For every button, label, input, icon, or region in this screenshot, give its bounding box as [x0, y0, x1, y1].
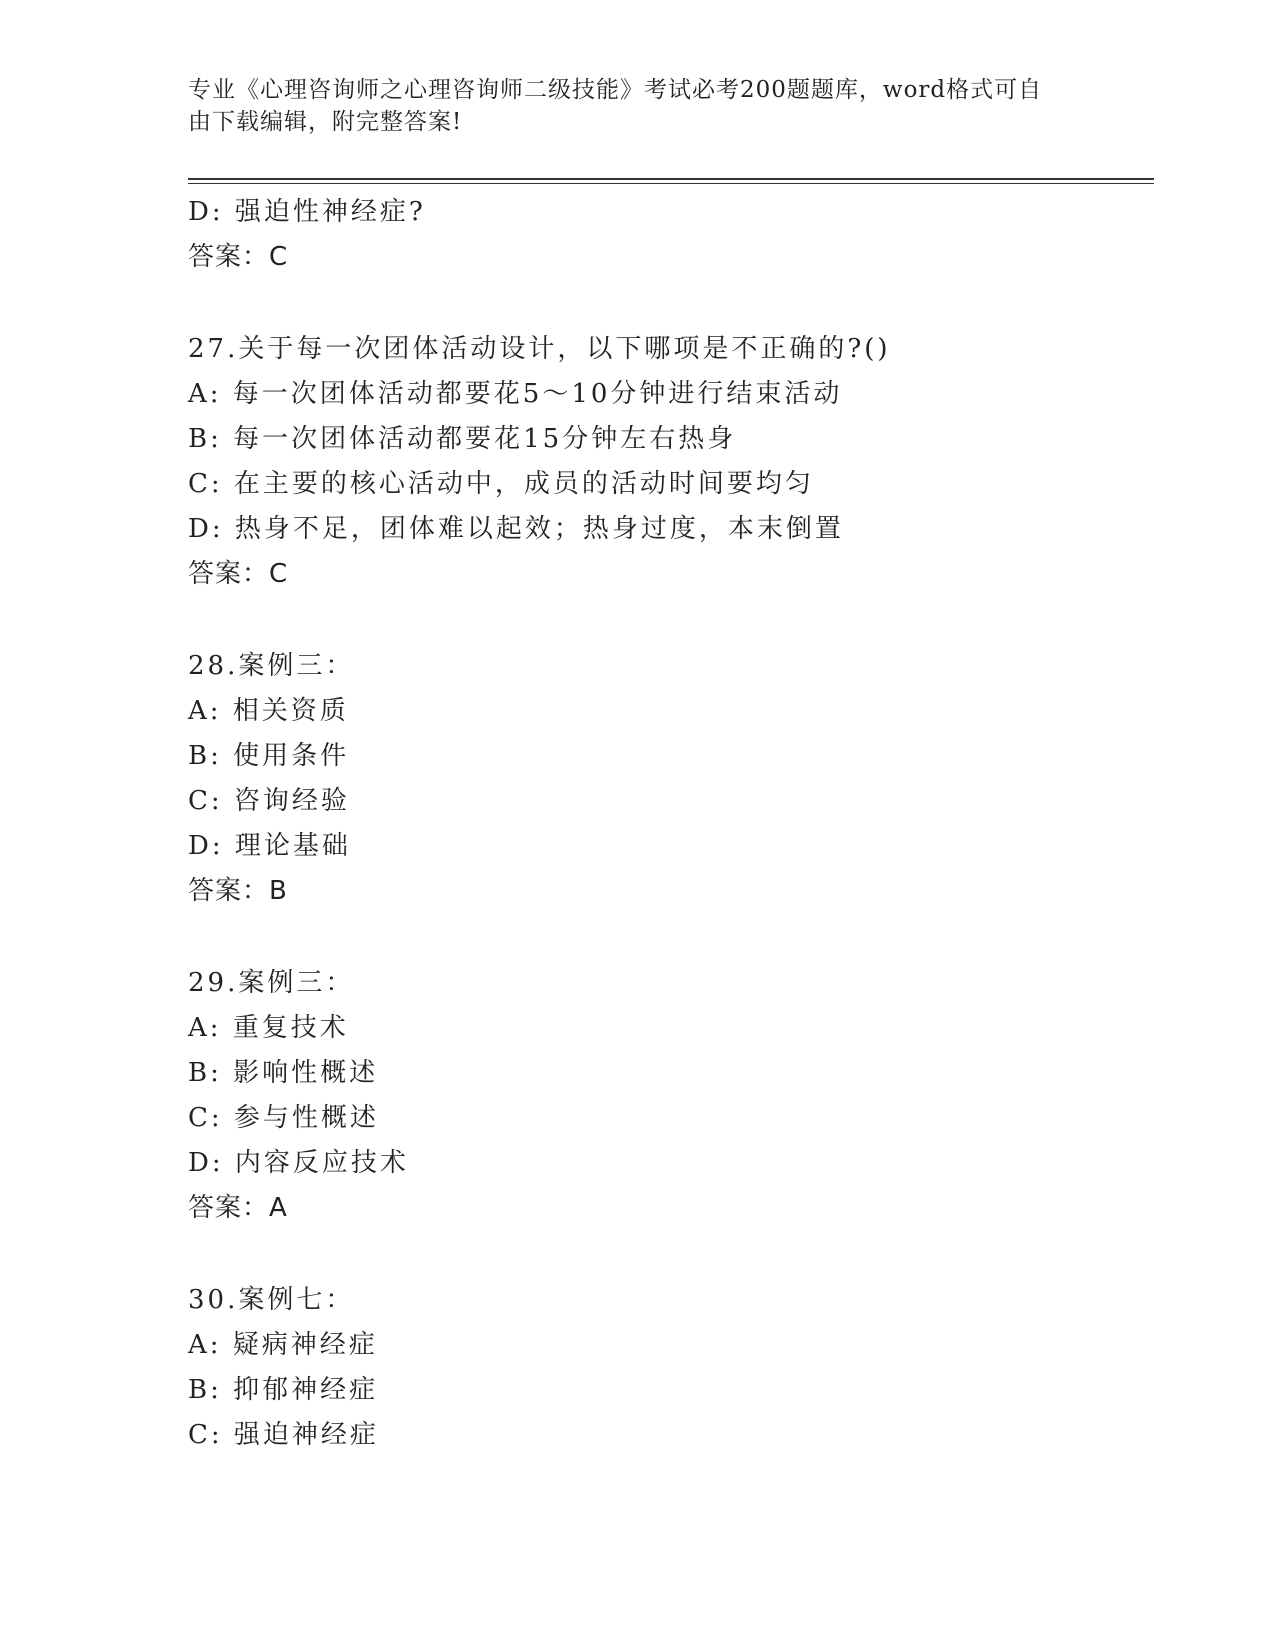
question-list	[188, 190, 1148, 1458]
option-d: D: 内容反应技术	[188, 1148, 409, 1178]
answer: 答案：C	[188, 242, 289, 272]
document-header	[188, 74, 1088, 138]
spacer	[188, 914, 1148, 961]
header-divider-thin	[188, 183, 1154, 184]
option-a: A: 每一次团体活动都要花5～10分钟进行结束活动	[188, 379, 843, 409]
spacer	[188, 280, 1148, 327]
spacer	[188, 1231, 1148, 1278]
option-b: B: 使用条件	[188, 741, 350, 771]
option-b: B: 每一次团体活动都要花15分钟左右热身	[188, 424, 737, 454]
option-d: D: 强迫性神经症?	[188, 197, 426, 227]
option-a: A: 疑病神经症	[188, 1330, 378, 1360]
option-d: D: 热身不足，团体难以起效；热身过度，本末倒置	[188, 514, 844, 544]
option-b: B: 影响性概述	[188, 1058, 379, 1088]
question-28	[188, 644, 1148, 914]
answer: 答案：A	[188, 1193, 288, 1223]
option-a: A: 相关资质	[188, 696, 349, 726]
spacer	[188, 597, 1148, 644]
question-stem: 28.案例三：	[188, 651, 355, 681]
option-c: C: 咨询经验	[188, 786, 350, 816]
option-c: C: 强迫神经症	[188, 1420, 379, 1450]
option-a: A: 重复技术	[188, 1013, 349, 1043]
question-stem: 30.案例七：	[188, 1285, 355, 1315]
option-c: C: 参与性概述	[188, 1103, 379, 1133]
answer: 答案：B	[188, 876, 288, 906]
question-30	[188, 1278, 1148, 1458]
header-line-2: 由下载编辑，附完整答案!	[188, 109, 463, 135]
header-line-1: 专业《心理咨询师之心理咨询师二级技能》考试必考200题题库，word格式可自	[188, 77, 1043, 103]
question-29	[188, 961, 1148, 1231]
option-d: D: 理论基础	[188, 831, 351, 861]
answer: 答案：C	[188, 559, 289, 589]
header-divider-thick	[188, 178, 1154, 180]
question-stem: 29.案例三：	[188, 968, 355, 998]
option-b: B: 抑郁神经症	[188, 1375, 379, 1405]
option-c: C: 在主要的核心活动中，成员的活动时间要均匀	[188, 469, 814, 499]
question-stem: 27.关于每一次团体活动设计，以下哪项是不正确的?()	[188, 334, 891, 364]
question-27	[188, 327, 1148, 597]
